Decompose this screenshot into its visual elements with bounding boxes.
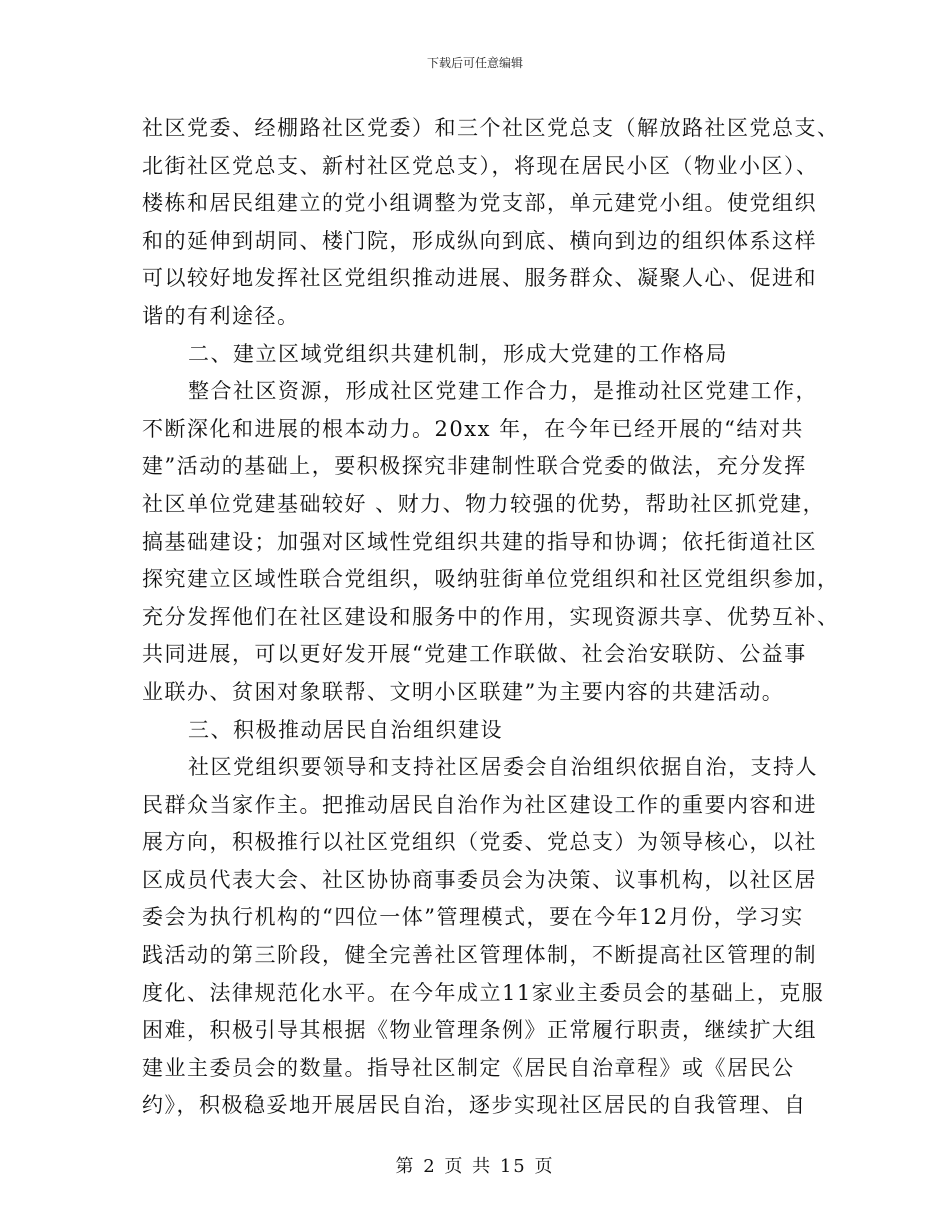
- text-line: 探究建立区域性联合党组织，吸纳驻街单位党组织和社区党组织参加，: [142, 567, 840, 592]
- text-line: 业联办、贫困对象联帮、文明小区联建”为主要内容的共建活动。: [142, 679, 785, 704]
- text-line: 度化、法律规范化水平。在今年成立11家业主委员会的基础上，克服: [142, 980, 825, 1005]
- text-line: 委会为执行机构的“四位一体”管理模式，要在今年12月份，学习实: [142, 905, 804, 930]
- section-heading: 三、积极推动居民自治组织建设: [188, 717, 503, 742]
- text-line: 社区党组织要领导和支持社区居委会自治组织依据自治，支持人: [188, 755, 818, 780]
- text-line: 谐的有利途径。: [142, 303, 300, 328]
- text-line: 区成员代表大会、社区协协商事委员会为决策、议事机构，以社区居: [142, 867, 817, 892]
- text-line: 困难，积极引导其根据《物业管理条例》正常履行职责，继续扩大组: [142, 1018, 817, 1043]
- text-line: 践活动的第三阶段，健全完善社区管理体制，不断提高社区管理的制: [142, 943, 817, 968]
- text-line: 建业主委员会的数量。指导社区制定《居民自治章程》或《居民公: [142, 1055, 795, 1080]
- text-line: 楼栋和居民组建立的党小组调整为党支部，单元建党小组。使党组织: [142, 191, 817, 216]
- text-line: 整合社区资源，形成社区党建工作合力，是推动社区党建工作，: [188, 379, 818, 404]
- text-line: 北街社区党总支、新村社区党总支），将现在居民小区（物业小区）、: [142, 153, 819, 178]
- text-line: 社区单位党建基础较好 、财力、物力较强的优势，帮助社区抓党建，: [142, 491, 826, 516]
- document-body: [142, 110, 840, 1125]
- text-line: 社区党委、经棚路社区党委）和三个社区党总支（解放路社区党总支、: [142, 116, 840, 140]
- text-line: 充分发挥他们在社区建设和服务中的作用，实现资源共享、优势互补、: [142, 604, 840, 629]
- page-number-footer: 第 2 页 共 15 页: [395, 1156, 555, 1177]
- text-line: 共同进展，可以更好发开展“党建工作联做、社会治安联防、公益事: [142, 642, 807, 667]
- page-header: 下载后可任意编辑: [426, 56, 523, 70]
- text-line: 可以较好地发挥社区党组织推动进展、服务群众、凝聚人心、促进和: [142, 266, 817, 291]
- text-line: 和的延伸到胡同、楼门院，形成纵向到底、横向到边的组织体系这样: [142, 228, 817, 253]
- text-line: 不断深化和进展的根本动力。20xx 年，在今年已经开展的“结对共: [142, 416, 804, 441]
- text-line: 约》，积极稳妥地开展居民自治，逐步实现社区居民的自我管理、自: [142, 1093, 807, 1118]
- text-line: 搞基础建设；加强对区域性党组织共建的指导和协调；依托街道社区: [142, 529, 817, 554]
- text-line: 建”活动的基础上，要积极探究非建制性联合党委的做法，充分发挥: [142, 454, 807, 479]
- section-heading: 二、建立区域党组织共建机制，形成大党建的工作格局: [188, 341, 728, 366]
- text-line: 民群众当家作主。把推动居民自治作为社区建设工作的重要内容和进: [142, 792, 817, 817]
- text-line: 展方向，积极推行以社区党组织（党委、党总支）为领导核心，以社: [142, 830, 817, 855]
